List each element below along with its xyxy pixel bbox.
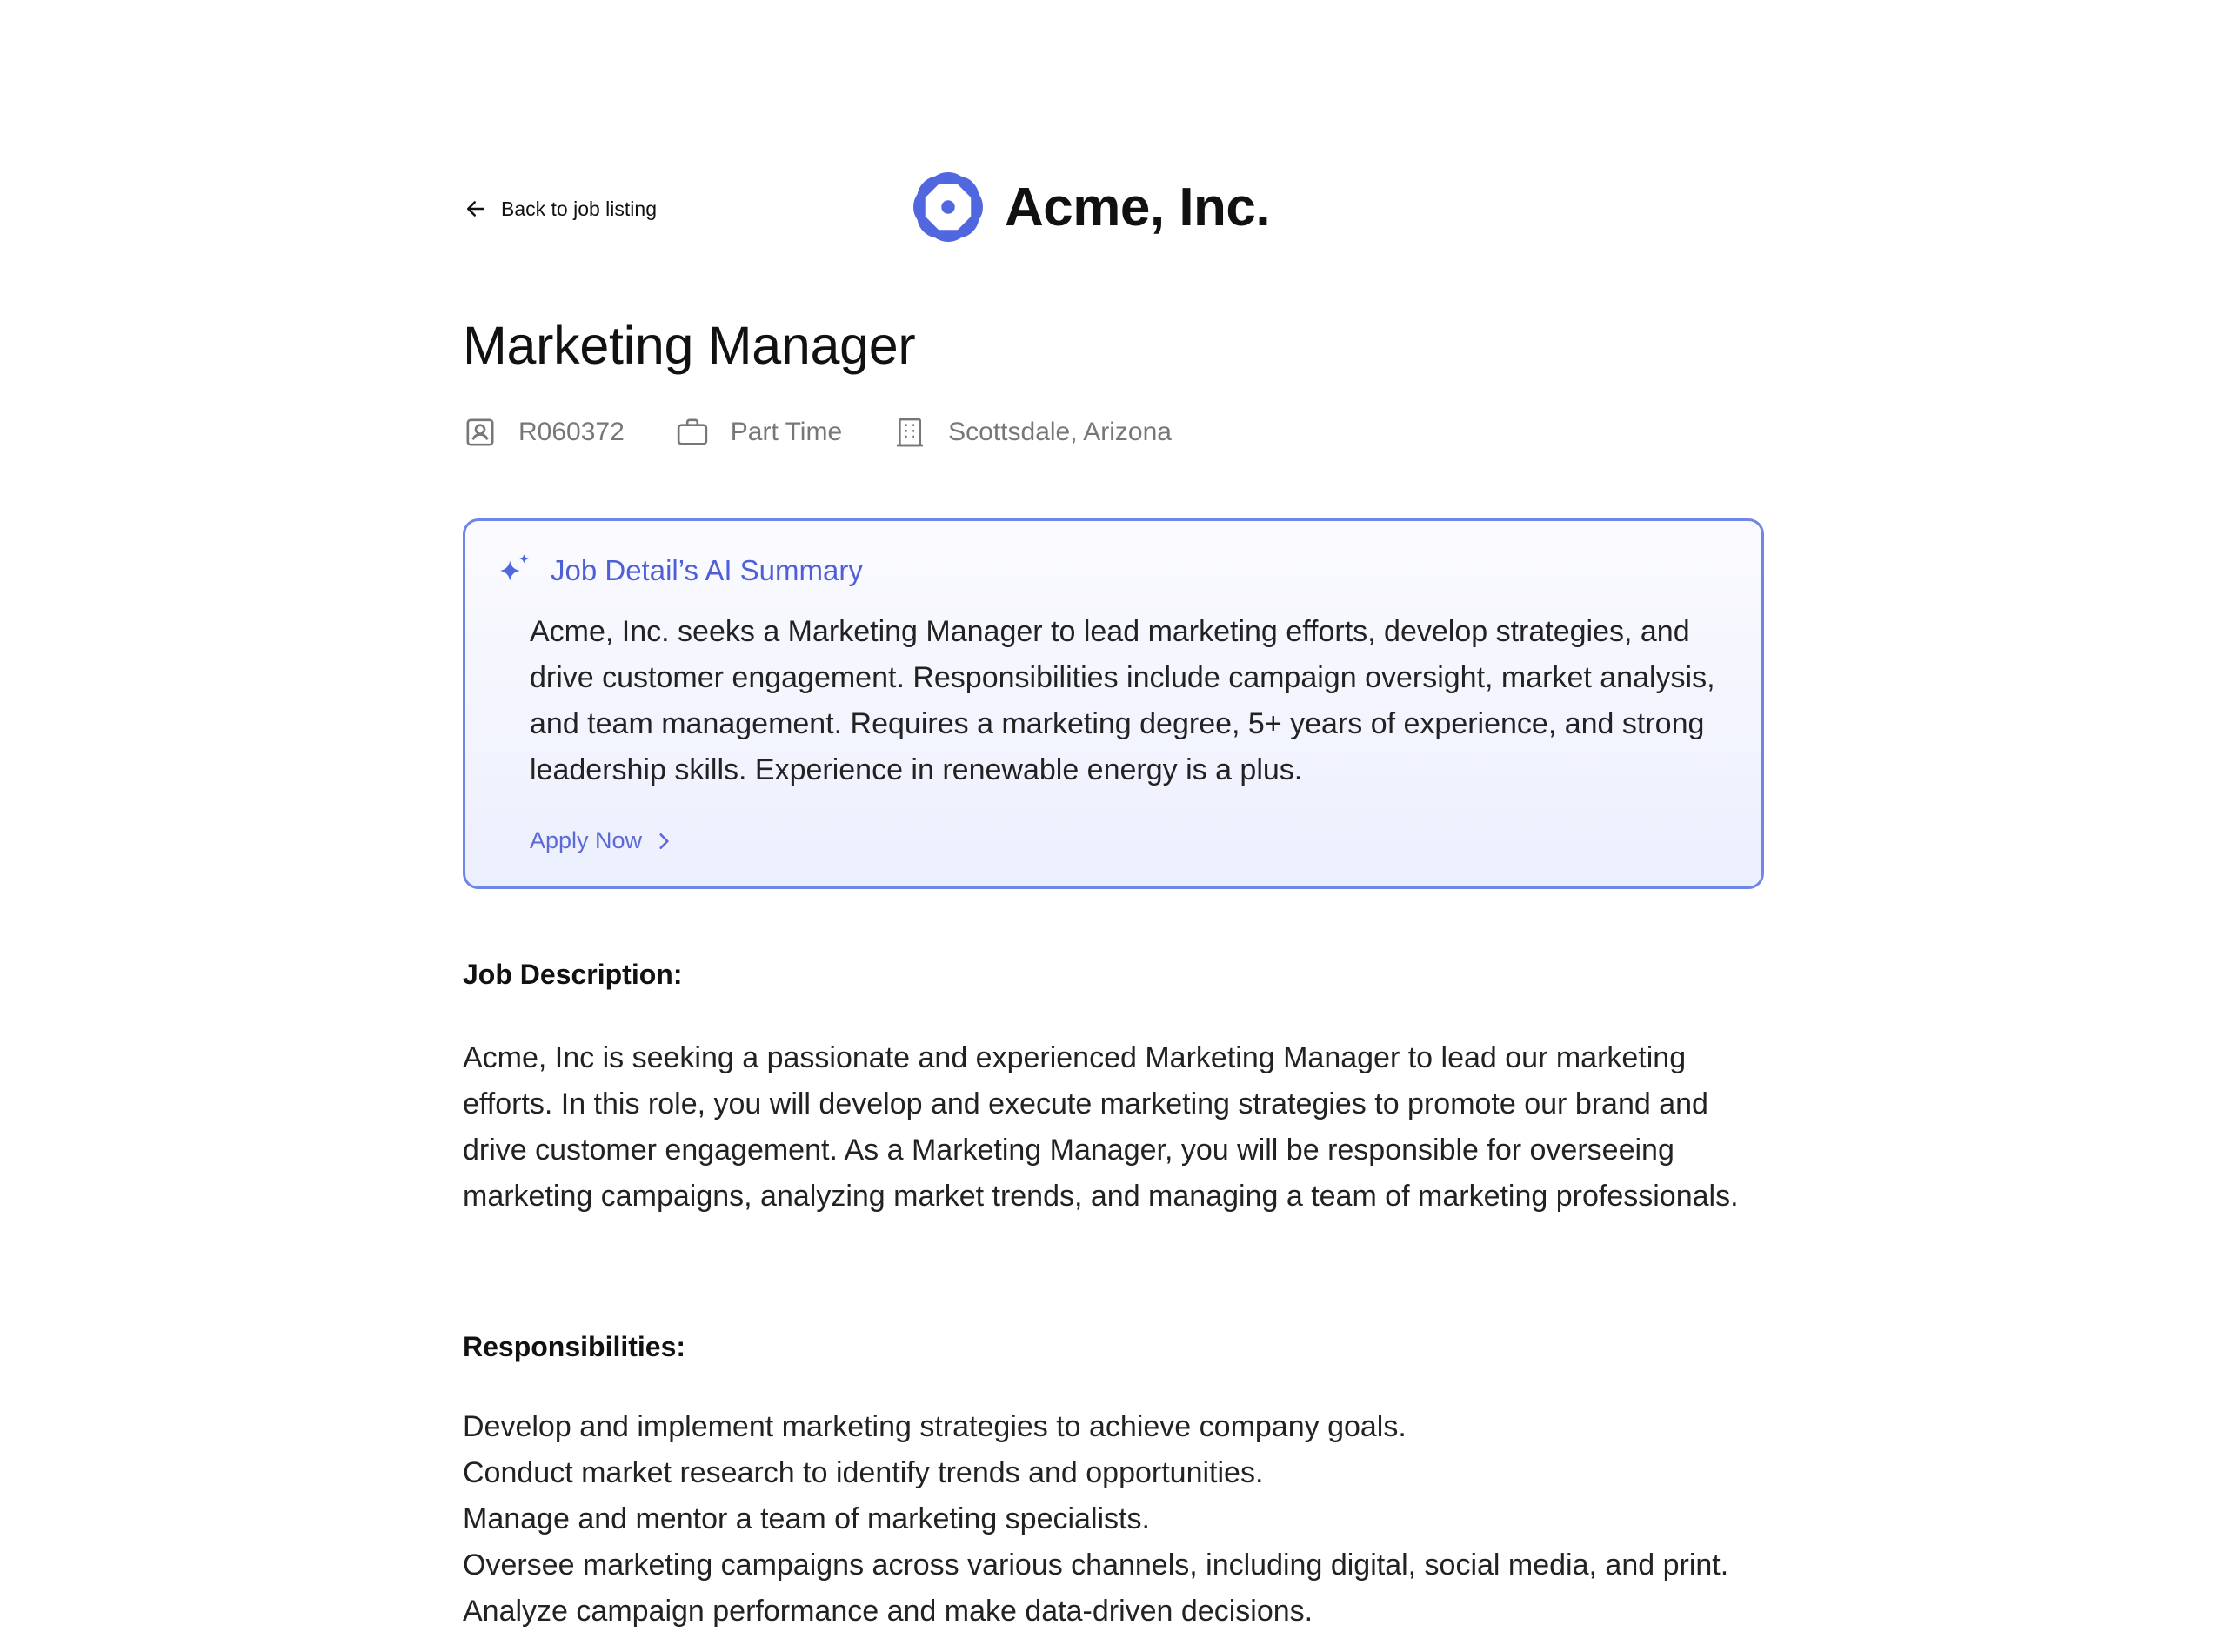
back-link-label: Back to job listing (501, 197, 657, 220)
ai-summary-header (495, 551, 863, 591)
job-description-heading: Job Description: (463, 959, 683, 990)
sparkles-icon (495, 551, 535, 591)
ai-summary-heading: Job Detail’s AI Summary (551, 554, 863, 586)
job-type-item (675, 415, 842, 450)
job-id: R060372 (518, 418, 625, 446)
back-to-listing-link[interactable] (463, 196, 657, 222)
company-logo-icon (911, 170, 986, 244)
chevron-right-icon (652, 830, 675, 853)
job-id-item (463, 415, 625, 450)
briefcase-icon (675, 415, 710, 450)
job-location: Scottsdale, Arizona (948, 418, 1172, 446)
page-header (463, 170, 1771, 257)
company-brand (911, 170, 1270, 244)
company-name: Acme, Inc. (1005, 177, 1271, 237)
list-item: Manage and mentor a team of marketing specialists. (463, 1502, 1150, 1535)
responsibilities-heading: Responsibilities: (463, 1331, 686, 1362)
responsibilities-list (463, 1404, 1768, 1635)
list-item: Oversee marketing campaigns across various channels, including digital, social media, and print. (463, 1548, 1729, 1582)
job-description-text: Acme, Inc is seeking a passionate and experienced Marketing Manager to lead our marketing efforts. In this role, you will develop and execute marketing strategies to promote our brand and drive customer engagement. As a Marketing Manager, you will be responsible for overseeing marketing campaigns, analyzing market trends, and managing a team of marketing professionals. (463, 1041, 1739, 1213)
job-meta (463, 415, 1172, 450)
id-badge-icon (463, 415, 498, 450)
job-title: Marketing Manager (463, 316, 916, 375)
list-item: Develop and implement marketing strategies to achieve company goals. (463, 1410, 1407, 1443)
apply-now-label: Apply Now (530, 827, 643, 853)
list-item: Conduct market research to identify trends and opportunities. (463, 1456, 1264, 1489)
arrow-left-icon (463, 196, 489, 222)
job-location-item (892, 415, 1172, 450)
list-item: Analyze campaign performance and make data-driven decisions. (463, 1595, 1313, 1628)
apply-now-button[interactable] (530, 827, 675, 854)
building-icon (892, 415, 927, 450)
ai-summary-card (463, 518, 1764, 889)
job-type: Part Time (730, 418, 843, 446)
ai-summary-text: Acme, Inc. seeks a Marketing Manager to lead marketing efforts, develop strategies, and drive customer engagement. Responsibilities include campaign oversight, market analysis, and team management. Requires a marketing degree, 5+ years of experience, and strong leadership skills. Experience in renewable energy is a plus. (530, 615, 1715, 786)
